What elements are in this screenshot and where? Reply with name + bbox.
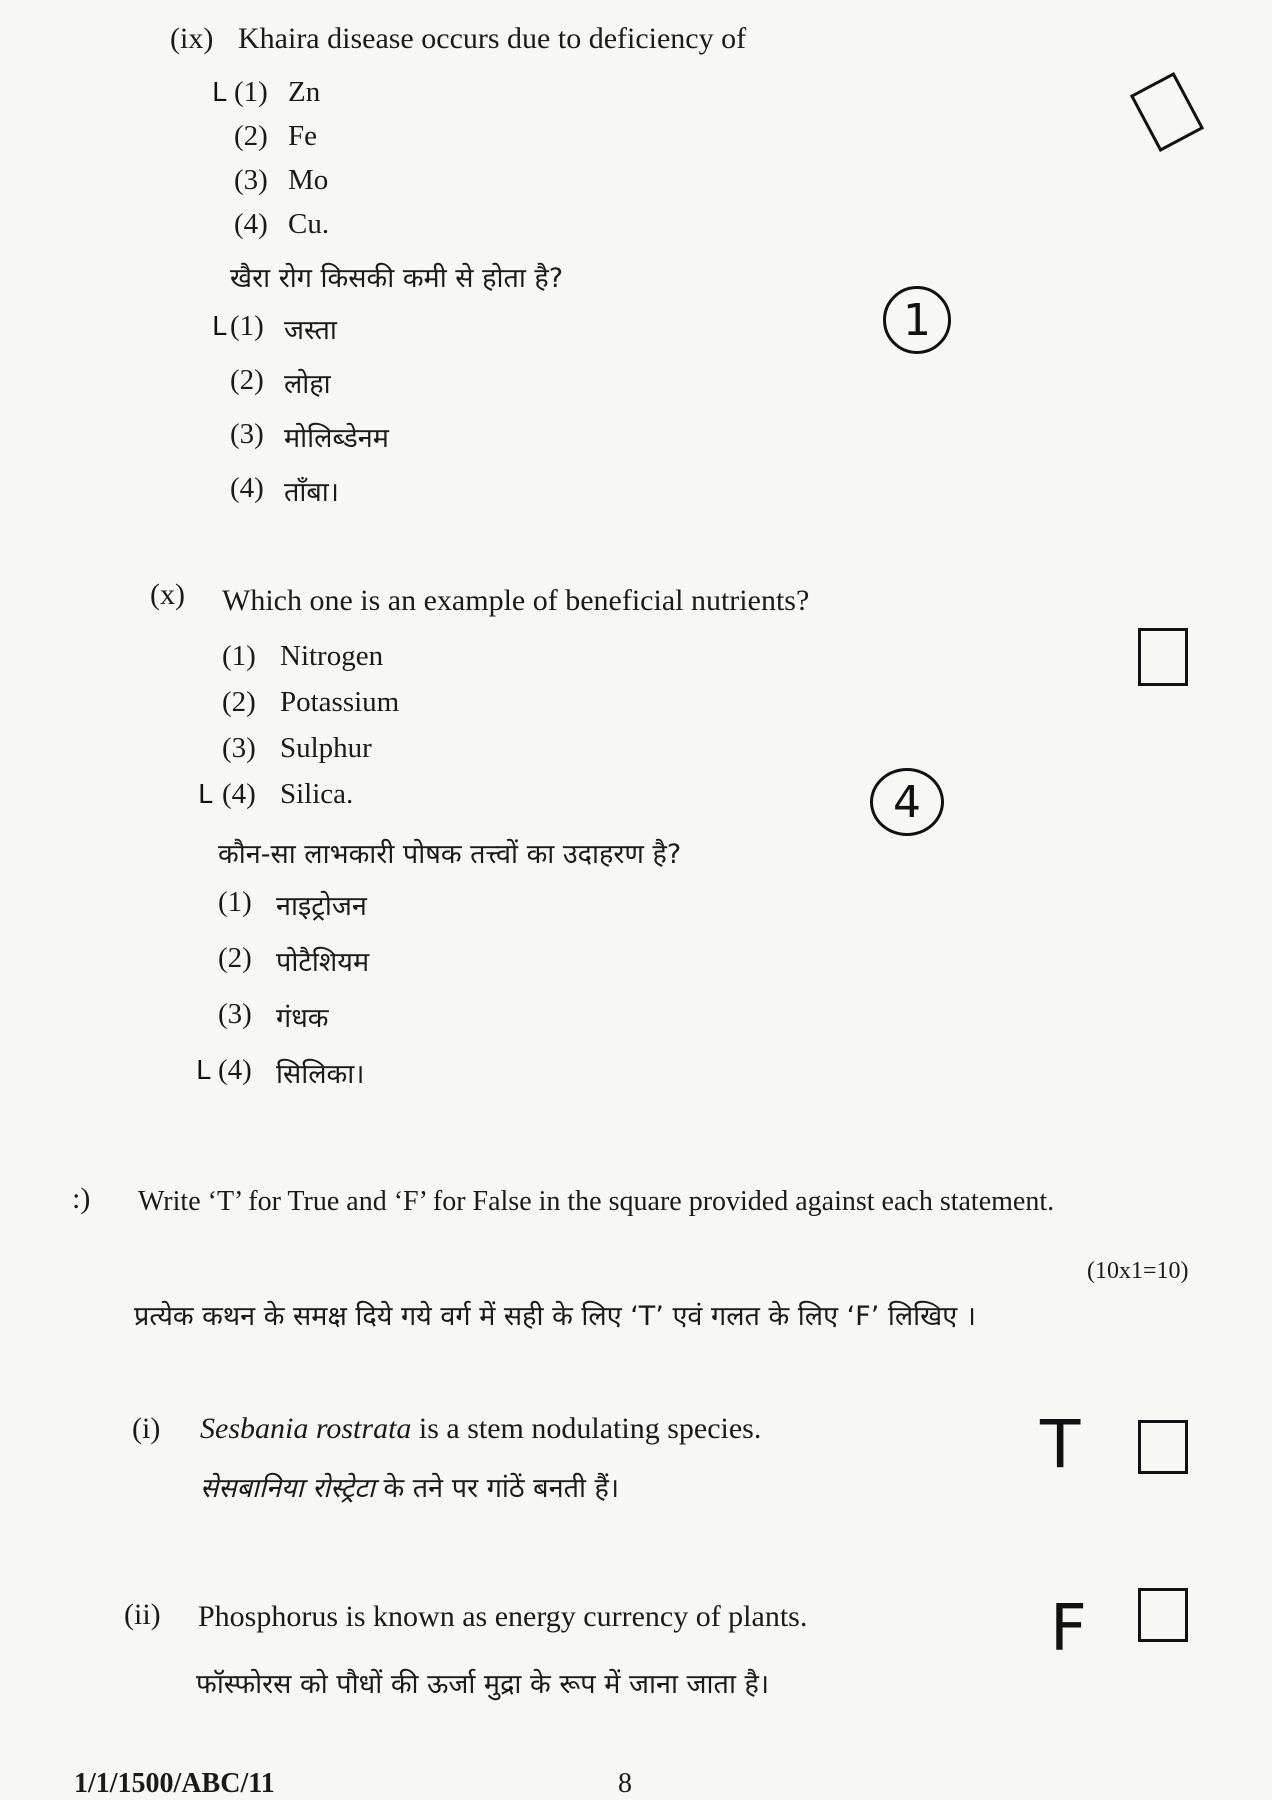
q10-option-1-label-hindi: (1)	[218, 886, 252, 918]
section-marks: (10x1=10)	[1087, 1258, 1189, 1284]
q9-option-4-label: (4)	[234, 208, 268, 240]
question-9-text: Khaira disease occurs due to deficiency of	[238, 22, 747, 55]
q10-option-1-text: Nitrogen	[280, 640, 384, 672]
section-instruction: Write ‘T’ for True and ‘F’ for False in the square provided against each statement.	[138, 1186, 1055, 1217]
statement-1-rest: is a stem nodulating species.	[411, 1412, 762, 1445]
statement-1-answer-box[interactable]	[1138, 1420, 1188, 1474]
footer-paper-code: 1/1/1500/ABC/11	[74, 1768, 275, 1799]
q9-option-2-text-hindi: लोहा	[284, 369, 331, 400]
q9-answer-box[interactable]	[1130, 72, 1204, 152]
q10-option-2-text: Potassium	[280, 686, 400, 718]
q10-option-3-text-hindi: गंधक	[276, 1003, 329, 1034]
q10-option-2-text-hindi: पोटैशियम	[276, 947, 370, 978]
footer-page-number: 8	[618, 1768, 632, 1799]
q10-option-3-label: (3)	[222, 732, 256, 764]
q10-option-3-label-hindi: (3)	[218, 998, 252, 1030]
q10-answer-box[interactable]	[1138, 628, 1188, 686]
q9-option-3-text-hindi: मोलिब्डेनम	[284, 423, 389, 454]
statement-1-text-hindi	[200, 1468, 619, 1505]
q10-option-1-text-hindi: नाइट्रोजन	[276, 891, 367, 922]
q10-option-4-text-hindi: सिलिका।	[276, 1059, 365, 1090]
q9-option-2-text: Fe	[288, 120, 317, 152]
q9-option-4-label-hindi: (4)	[230, 472, 264, 504]
answer-tick-mark: L	[196, 1056, 211, 1086]
q10-option-2-label-hindi: (2)	[218, 942, 252, 974]
section-instruction-hindi: प्रत्येक कथन के समक्ष दिये गये वर्ग में सही के लिए ‘T’ एवं गलत के लिए ‘F’ लिखिए ।	[134, 1301, 976, 1332]
answer-tick-mark: L	[212, 78, 227, 108]
q9-option-3-text: Mo	[288, 164, 329, 196]
question-10-number: (x)	[150, 578, 185, 611]
statement-1-species-name-hindi: सेसबानिया रोस्ट्रेटा	[200, 1473, 375, 1504]
answer-tick-mark: L	[198, 780, 213, 810]
q9-option-4-text: Cu.	[288, 208, 330, 240]
statement-1-handwritten-answer: T	[1040, 1406, 1081, 1483]
q10-option-2-label: (2)	[222, 686, 256, 718]
q10-option-4-label-hindi: (4)	[218, 1054, 252, 1086]
statement-2-text: Phosphorus is known as energy currency of plants.	[198, 1600, 808, 1633]
q9-option-3-label-hindi: (3)	[230, 418, 264, 450]
question-10-text-hindi: कौन-सा लाभकारी पोषक तत्त्वों का उदाहरण है?	[218, 839, 682, 870]
question-9-text-hindi: खैरा रोग किसकी कमी से होता है?	[230, 263, 564, 294]
q9-option-2-label: (2)	[234, 120, 268, 152]
q9-option-3-label: (3)	[234, 164, 268, 196]
q9-option-1-text-hindi: जस्ता	[284, 315, 337, 346]
statement-1-species-name: Sesbania rostrata	[200, 1412, 412, 1445]
section-label: :)	[72, 1182, 91, 1215]
q9-handwritten-answer: 1	[883, 286, 951, 354]
statement-2-text-hindi: फॉस्फोरस को पौधों की ऊर्जा मुद्रा के रूप में जाना जाता है।	[196, 1669, 770, 1700]
statement-1-number: (i)	[132, 1412, 161, 1445]
q10-handwritten-answer: 4	[870, 768, 944, 836]
q9-option-2-label-hindi: (2)	[230, 364, 264, 396]
q9-option-1-label: (1)	[234, 76, 268, 108]
q10-option-3-text: Sulphur	[280, 732, 372, 764]
q10-option-1-label: (1)	[222, 640, 256, 672]
q9-option-1-text: Zn	[288, 76, 321, 108]
q9-option-4-text-hindi: ताँबा।	[284, 477, 340, 508]
answer-tick-mark: L	[212, 312, 227, 342]
statement-2-answer-box[interactable]	[1138, 1588, 1188, 1642]
statement-1-text	[200, 1412, 761, 1446]
q10-option-4-label: (4)	[222, 778, 256, 810]
question-10-text: Which one is an example of beneficial nutrients?	[222, 584, 810, 617]
question-9-number: (ix)	[170, 22, 214, 55]
statement-1-rest-hindi: के तने पर गांठें बनती हैं।	[374, 1473, 620, 1504]
q10-option-4-text: Silica.	[280, 778, 354, 810]
statement-2-handwritten-answer: F	[1050, 1592, 1087, 1666]
statement-2-number: (ii)	[124, 1598, 161, 1631]
q9-option-1-label-hindi: (1)	[230, 310, 264, 342]
